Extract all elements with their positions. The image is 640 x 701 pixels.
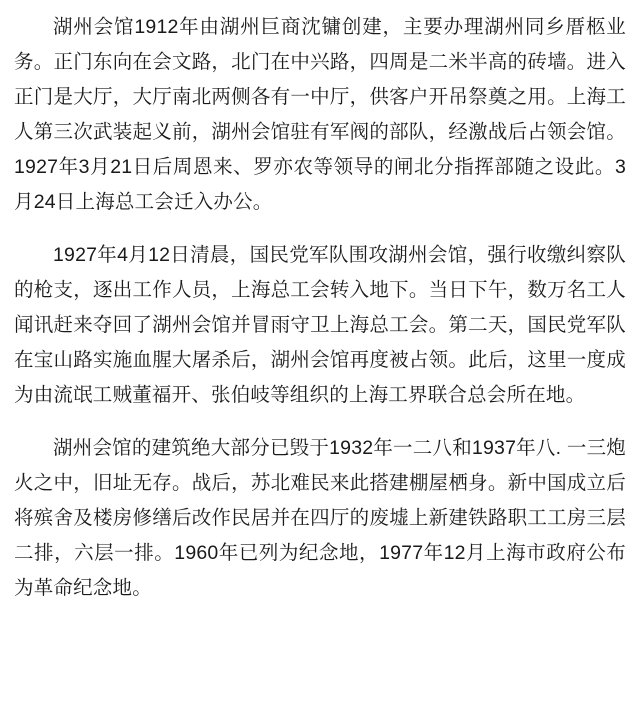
paragraph-1: 湖州会馆1912年由湖州巨商沈镛创建，主要办理湖州同乡厝柩业务。正门东向在会文路，北门在中兴路，四周是二米半高的砖墙。进入正门是大厅，大厅南北两侧各有一中厅，供客户开吊祭奠之用。上海工人第三次武装起义前，湖州会馆驻有军阀的部队，经激战后占领会馆。1927年3月21日后周恩来、罗亦农等领导的闸北分指挥部随之设此。3月24日上海总工会迁入办公。 [14, 16, 626, 213]
paragraph-2: 1927年4月12日清晨，国民党军队围攻湖州会馆，强行收缴纠察队的枪支，逐出工作人员，上海总工会转入地下。当日下午，数万名工人闻讯赶来夺回了湖州会馆并冒雨守卫上海总工会。第二天，国民党军队在宝山路实施血腥大屠杀后，湖州会馆再度被占领。此后，这里一度成为由流氓工贼董福开、张伯岐等组织的上海工界联合总会所在地。 [14, 244, 626, 406]
paragraph-3: 湖州会馆的建筑绝大部分已毁于1932年一二八和1937年八. 一三炮火之中，旧址无存。战后，苏北难民来此搭建棚屋栖身。新中国成立后将殡舍及楼房修缮后改作民居并在四厅的废墟上新建铁路职工工房三层二排，六层一排。1960年已列为纪念地，1977年12月上海市政府公布为革命纪念地。 [14, 437, 626, 599]
